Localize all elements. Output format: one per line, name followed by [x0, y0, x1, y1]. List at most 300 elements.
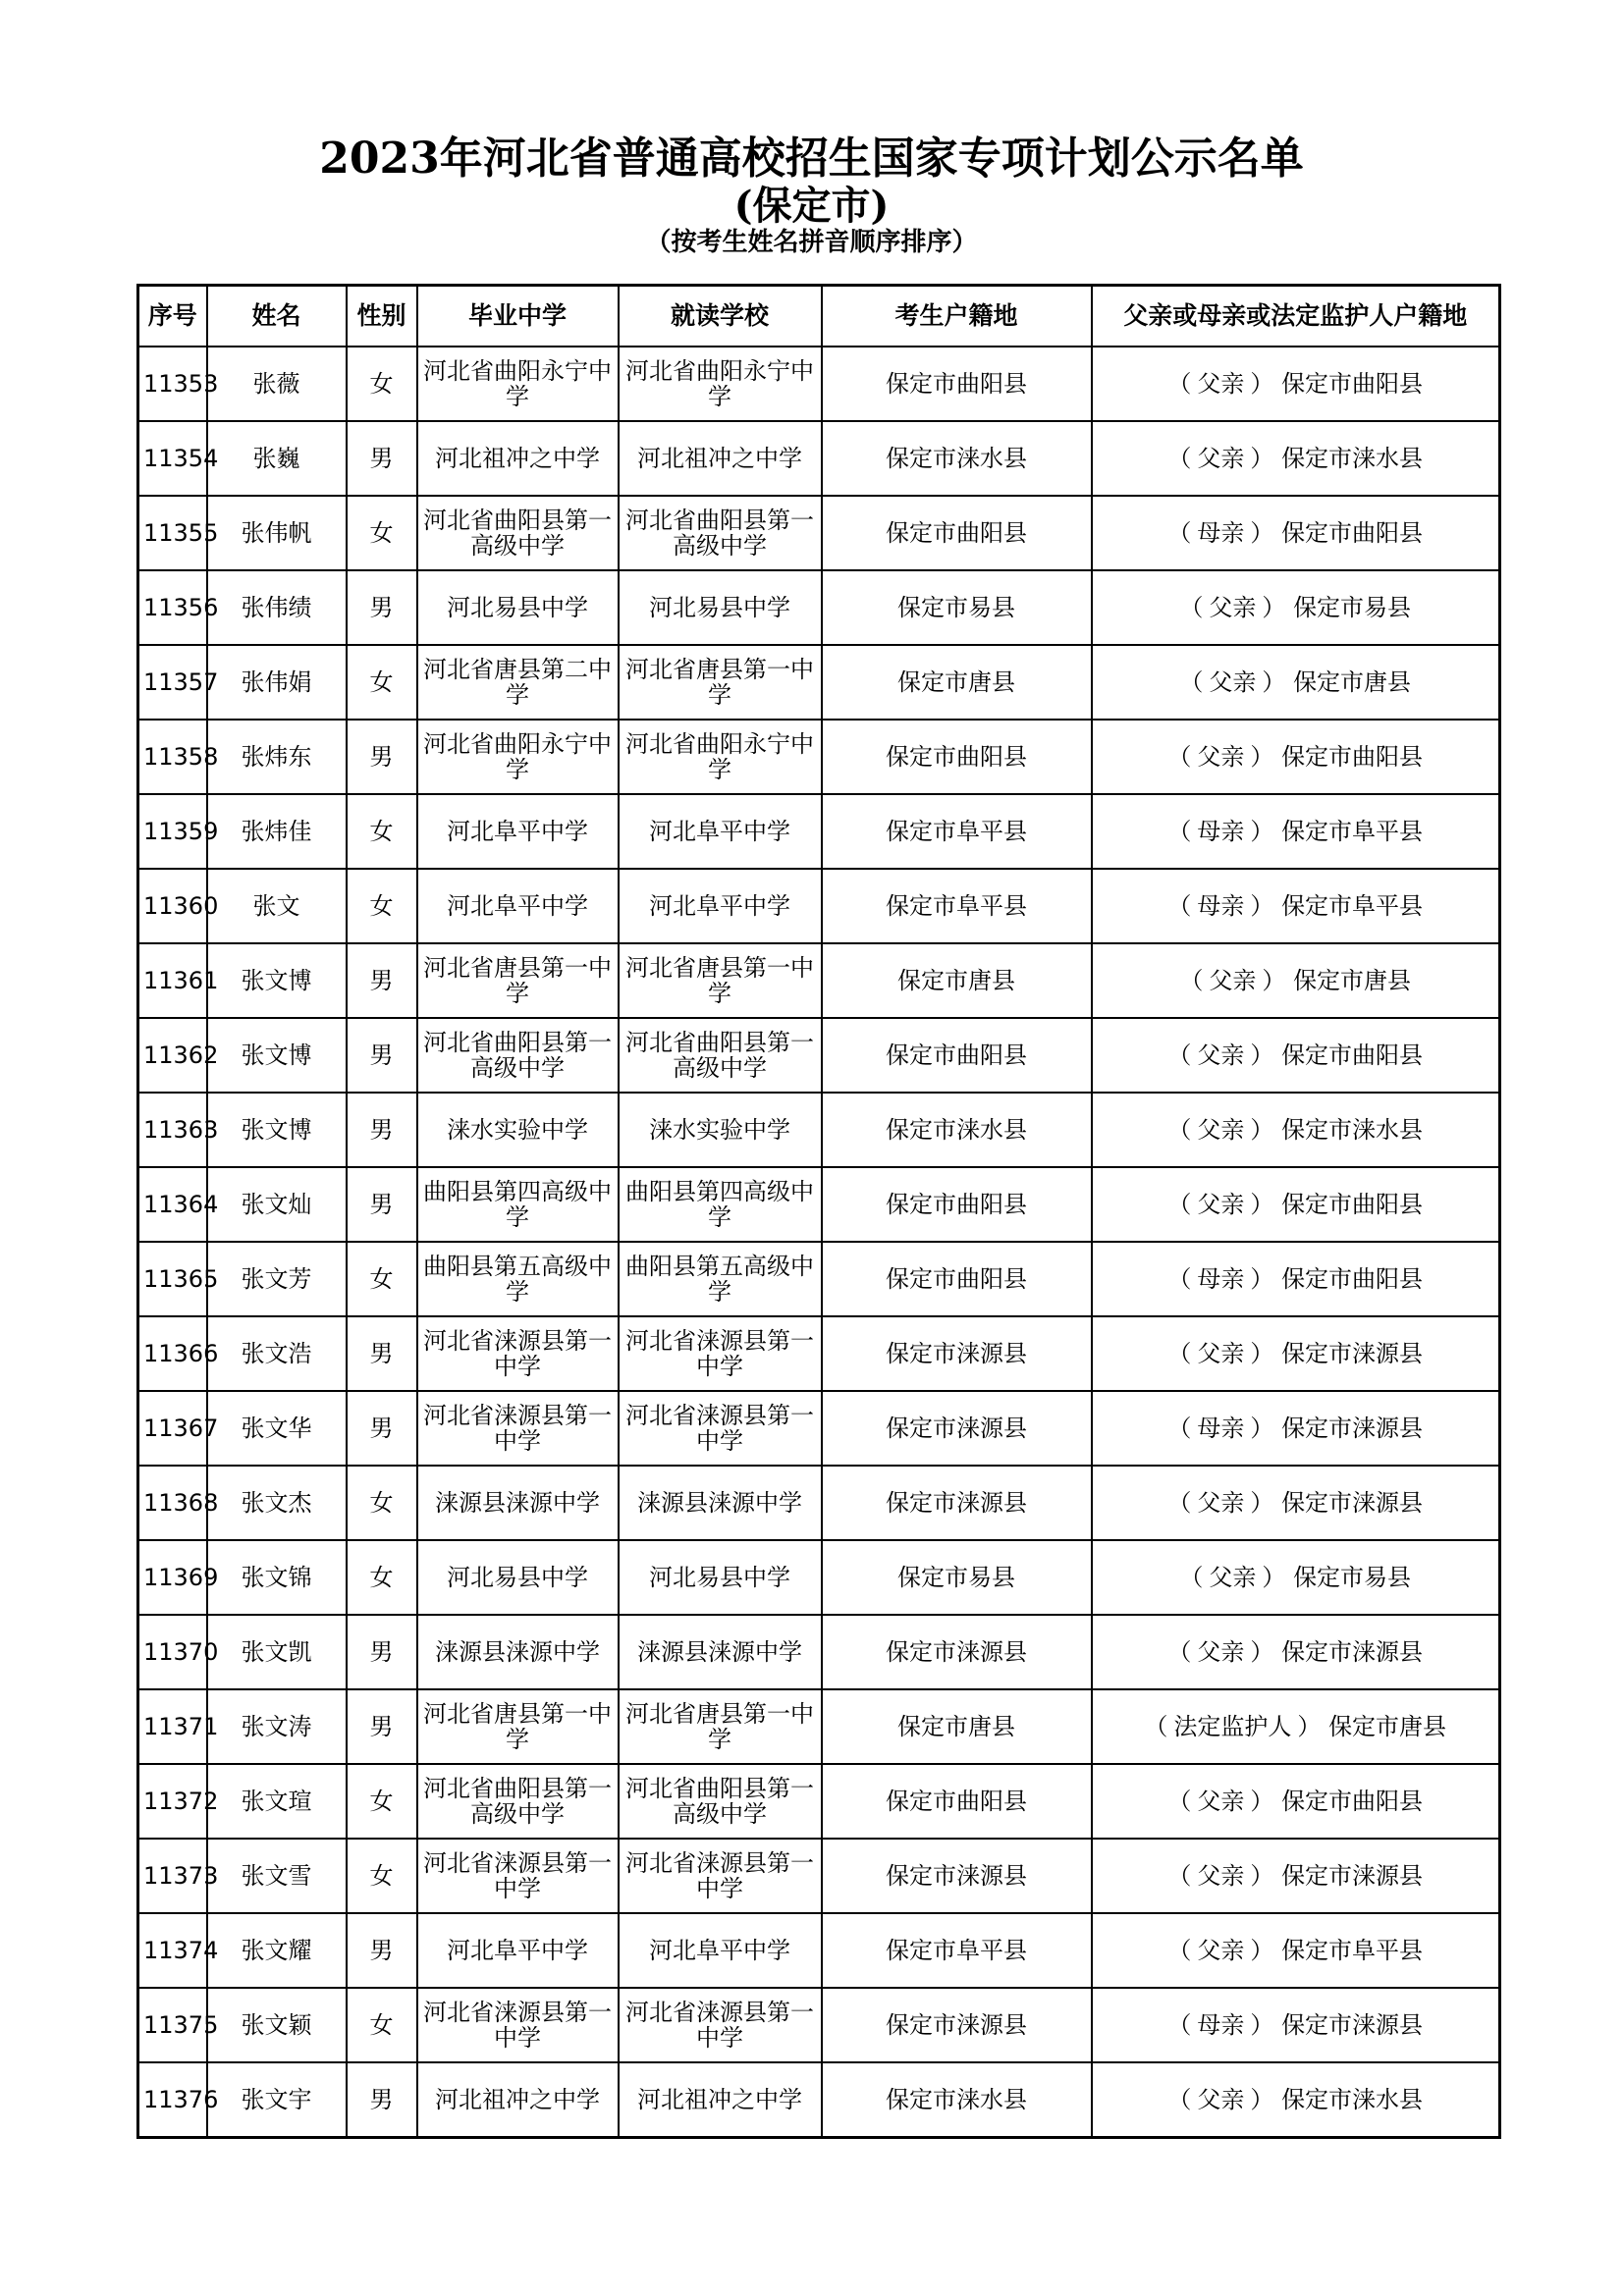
study-school-cell: 河北易县中学 — [619, 1540, 822, 1615]
gender-cell: 男 — [347, 1615, 417, 1689]
paren-open: （ — [1167, 1191, 1192, 1218]
guardian-residence-cell — [1092, 496, 1500, 570]
guardian-relation: 父亲 — [1197, 743, 1245, 771]
name-cell: 张文华 — [207, 1391, 347, 1466]
table-row — [138, 1540, 1500, 1615]
residence-cell: 保定市曲阳县 — [822, 1764, 1092, 1839]
gender-cell: 女 — [347, 496, 417, 570]
paren-close: ） — [1250, 818, 1274, 845]
guardian-residence-cell — [1092, 1167, 1500, 1242]
residence-cell: 保定市易县 — [822, 570, 1092, 645]
study-school-cell: 河北祖冲之中学 — [619, 2062, 822, 2138]
residence-cell: 保定市涞源县 — [822, 1615, 1092, 1689]
residence-cell: 保定市涞源县 — [822, 1466, 1092, 1540]
guardian-residence-cell — [1092, 1018, 1500, 1093]
grad-school-cell: 河北阜平中学 — [417, 794, 619, 869]
guardian-residence-cell — [1092, 1689, 1500, 1764]
gender-cell: 男 — [347, 421, 417, 496]
grad-school-cell: 曲阳县第四高级中学 — [417, 1167, 619, 1242]
guardian-residence-cell — [1092, 1093, 1500, 1167]
residence-cell: 保定市易县 — [822, 1540, 1092, 1615]
guardian-place: 保定市涞水县 — [1281, 445, 1424, 472]
gender-cell: 男 — [347, 720, 417, 794]
residence-cell: 保定市曲阳县 — [822, 347, 1092, 421]
table-row — [138, 720, 1500, 794]
guardian-place: 保定市曲阳县 — [1281, 1788, 1424, 1815]
paren-open: （ — [1167, 1041, 1192, 1069]
paren-open: （ — [1167, 370, 1192, 398]
study-school-cell: 曲阳县第五高级中学 — [619, 1242, 822, 1316]
grad-school-cell: 河北省曲阳县第一高级中学 — [417, 1018, 619, 1093]
name-cell: 张文雪 — [207, 1839, 347, 1913]
page-subtitle-city: (保定市) — [733, 183, 890, 229]
paren-open: （ — [1167, 1116, 1192, 1144]
header-name: 姓名 — [207, 286, 347, 347]
guardian-relation: 父亲 — [1197, 1937, 1245, 1964]
table-row — [138, 1316, 1500, 1391]
paren-close: ） — [1250, 1340, 1274, 1367]
seq-cell: 11375 — [138, 1988, 207, 2062]
gender-cell: 男 — [347, 570, 417, 645]
paren-close: ） — [1250, 1265, 1274, 1293]
grad-school-cell: 河北省涞源县第一中学 — [417, 1839, 619, 1913]
table-row — [138, 1167, 1500, 1242]
grad-school-cell: 涞水实验中学 — [417, 1093, 619, 1167]
guardian-place: 保定市涞源县 — [1281, 1340, 1424, 1367]
paren-open: （ — [1167, 1340, 1192, 1367]
residence-cell: 保定市唐县 — [822, 645, 1092, 720]
name-cell: 张文耀 — [207, 1913, 347, 1988]
paren-close: ） — [1250, 743, 1274, 771]
paren-open: （ — [1167, 1862, 1192, 1890]
gender-cell: 男 — [347, 1689, 417, 1764]
gender-cell: 男 — [347, 943, 417, 1018]
paren-close: ） — [1250, 1415, 1274, 1442]
guardian-place: 保定市易县 — [1293, 594, 1412, 621]
paren-close: ） — [1262, 594, 1286, 621]
guardian-place: 保定市唐县 — [1293, 967, 1412, 994]
guardian-place: 保定市涞水县 — [1281, 2086, 1424, 2113]
header-seq: 序号 — [138, 286, 207, 347]
seq-cell: 11357 — [138, 645, 207, 720]
paren-open: （ — [1167, 1937, 1192, 1964]
guardian-relation: 母亲 — [1197, 519, 1245, 547]
guardian-residence-cell — [1092, 794, 1500, 869]
gender-cell: 男 — [347, 1316, 417, 1391]
name-cell: 张文锦 — [207, 1540, 347, 1615]
study-school-cell: 涞水实验中学 — [619, 1093, 822, 1167]
seq-cell: 11356 — [138, 570, 207, 645]
paren-open: （ — [1167, 2086, 1192, 2113]
residence-cell: 保定市阜平县 — [822, 1913, 1092, 1988]
residence-cell: 保定市曲阳县 — [822, 496, 1092, 570]
guardian-residence-cell — [1092, 645, 1500, 720]
guardian-place: 保定市曲阳县 — [1281, 1265, 1424, 1293]
paren-close: ） — [1250, 892, 1274, 920]
name-cell: 张文灿 — [207, 1167, 347, 1242]
guardian-place: 保定市阜平县 — [1281, 1937, 1424, 1964]
guardian-relation: 父亲 — [1209, 967, 1257, 994]
paren-open: （ — [1167, 445, 1192, 472]
guardian-residence-cell — [1092, 1764, 1500, 1839]
guardian-residence-cell — [1092, 2062, 1500, 2138]
table-row — [138, 2062, 1500, 2138]
study-school-cell: 曲阳县第四高级中学 — [619, 1167, 822, 1242]
guardian-relation: 父亲 — [1209, 1564, 1257, 1591]
residence-cell: 保定市涞源县 — [822, 1839, 1092, 1913]
grad-school-cell: 涞源县涞源中学 — [417, 1615, 619, 1689]
guardian-residence-cell — [1092, 1913, 1500, 1988]
table-row — [138, 421, 1500, 496]
name-cell: 张薇 — [207, 347, 347, 421]
study-school-cell: 河北省曲阳永宁中学 — [619, 347, 822, 421]
paren-close: ） — [1262, 668, 1286, 696]
table-row — [138, 1466, 1500, 1540]
guardian-relation: 母亲 — [1197, 2011, 1245, 2039]
table-row — [138, 1839, 1500, 1913]
study-school-cell: 河北省曲阳县第一高级中学 — [619, 1764, 822, 1839]
table-row — [138, 1242, 1500, 1316]
guardian-residence-cell — [1092, 570, 1500, 645]
guardian-place: 保定市涞源县 — [1281, 1415, 1424, 1442]
grad-school-cell: 河北省曲阳县第一高级中学 — [417, 1764, 619, 1839]
paren-open: （ — [1167, 743, 1192, 771]
guardian-place: 保定市唐县 — [1293, 668, 1412, 696]
table-header — [138, 286, 1500, 347]
paren-open: （ — [1167, 818, 1192, 845]
residence-cell: 保定市涞源县 — [822, 1391, 1092, 1466]
guardian-relation: 父亲 — [1197, 1116, 1245, 1144]
guardian-place: 保定市涞源县 — [1281, 1489, 1424, 1517]
paren-close: ） — [1250, 1638, 1274, 1666]
seq-cell: 11360 — [138, 869, 207, 943]
grad-school-cell: 河北祖冲之中学 — [417, 421, 619, 496]
grad-school-cell: 河北易县中学 — [417, 1540, 619, 1615]
study-school-cell: 河北阜平中学 — [619, 1913, 822, 1988]
guardian-residence-cell — [1092, 1242, 1500, 1316]
table-row — [138, 496, 1500, 570]
page-title: 2023年河北省普通高校招生国家专项计划公示名单 — [319, 133, 1304, 184]
guardian-relation: 父亲 — [1197, 1489, 1245, 1517]
residence-cell: 保定市涞水县 — [822, 2062, 1092, 2138]
paren-open: （ — [1167, 1265, 1192, 1293]
table-row — [138, 1018, 1500, 1093]
seq-cell: 11355 — [138, 496, 207, 570]
seq-cell: 11366 — [138, 1316, 207, 1391]
paren-close: ） — [1250, 1788, 1274, 1815]
header-row — [138, 286, 1500, 347]
study-school-cell: 河北省曲阳县第一高级中学 — [619, 496, 822, 570]
name-cell: 张文颖 — [207, 1988, 347, 2062]
seq-cell: 11368 — [138, 1466, 207, 1540]
name-cell: 张炜佳 — [207, 794, 347, 869]
guardian-residence-cell — [1092, 1540, 1500, 1615]
study-school-cell: 河北祖冲之中学 — [619, 421, 822, 496]
guardian-relation: 父亲 — [1197, 1340, 1245, 1367]
header-gender: 性别 — [347, 286, 417, 347]
gender-cell: 男 — [347, 2062, 417, 2138]
seq-cell: 11374 — [138, 1913, 207, 1988]
guardian-place: 保定市涞源县 — [1281, 2011, 1424, 2039]
header-grad-school: 毕业中学 — [417, 286, 619, 347]
study-school-cell: 河北省涞源县第一中学 — [619, 1839, 822, 1913]
grad-school-cell: 河北省唐县第一中学 — [417, 943, 619, 1018]
header-study-school: 就读学校 — [619, 286, 822, 347]
study-school-cell: 河北省涞源县第一中学 — [619, 1316, 822, 1391]
table-row — [138, 570, 1500, 645]
seq-cell: 11372 — [138, 1764, 207, 1839]
guardian-residence-cell — [1092, 347, 1500, 421]
seq-cell: 11364 — [138, 1167, 207, 1242]
residence-cell: 保定市涞水县 — [822, 421, 1092, 496]
grad-school-cell: 河北祖冲之中学 — [417, 2062, 619, 2138]
guardian-place: 保定市曲阳县 — [1281, 519, 1424, 547]
guardian-place: 保定市阜平县 — [1281, 892, 1424, 920]
seq-cell: 11358 — [138, 720, 207, 794]
guardian-relation: 父亲 — [1197, 1638, 1245, 1666]
paren-open: （ — [1167, 1489, 1192, 1517]
guardian-place: 保定市涞源县 — [1281, 1862, 1424, 1890]
paren-close: ） — [1250, 1937, 1274, 1964]
gender-cell: 女 — [347, 645, 417, 720]
study-school-cell: 涞源县涞源中学 — [619, 1466, 822, 1540]
residence-cell: 保定市唐县 — [822, 943, 1092, 1018]
seq-cell: 11370 — [138, 1615, 207, 1689]
study-school-cell: 河北省唐县第一中学 — [619, 1689, 822, 1764]
paren-open: （ — [1167, 1415, 1192, 1442]
seq-cell: 11353 — [138, 347, 207, 421]
gender-cell: 男 — [347, 1093, 417, 1167]
table-row — [138, 1391, 1500, 1466]
grad-school-cell: 河北省涞源县第一中学 — [417, 1988, 619, 2062]
header-residence: 考生户籍地 — [822, 286, 1092, 347]
guardian-relation: 父亲 — [1197, 370, 1245, 398]
name-cell: 张文 — [207, 869, 347, 943]
name-cell: 张巍 — [207, 421, 347, 496]
study-school-cell: 河北易县中学 — [619, 570, 822, 645]
table-row — [138, 347, 1500, 421]
admission-list-table — [136, 284, 1501, 2139]
gender-cell: 女 — [347, 1839, 417, 1913]
grad-school-cell: 河北省唐县第二中学 — [417, 645, 619, 720]
table-row — [138, 869, 1500, 943]
name-cell: 张伟娟 — [207, 645, 347, 720]
name-cell: 张文宇 — [207, 2062, 347, 2138]
guardian-place: 保定市曲阳县 — [1281, 1191, 1424, 1218]
grad-school-cell: 河北易县中学 — [417, 570, 619, 645]
sort-note: （按考生姓名拼音顺序排序） — [645, 228, 978, 257]
seq-cell: 11371 — [138, 1689, 207, 1764]
guardian-residence-cell — [1092, 869, 1500, 943]
gender-cell: 男 — [347, 1913, 417, 1988]
paren-close: ） — [1250, 1191, 1274, 1218]
guardian-place: 保定市阜平县 — [1281, 818, 1424, 845]
study-school-cell: 涞源县涞源中学 — [619, 1615, 822, 1689]
name-cell: 张文杰 — [207, 1466, 347, 1540]
residence-cell: 保定市曲阳县 — [822, 1018, 1092, 1093]
paren-open: （ — [1179, 594, 1204, 621]
guardian-residence-cell — [1092, 1615, 1500, 1689]
paren-open: （ — [1179, 967, 1204, 994]
gender-cell: 女 — [347, 1540, 417, 1615]
grad-school-cell: 河北省曲阳永宁中学 — [417, 720, 619, 794]
guardian-relation: 父亲 — [1209, 594, 1257, 621]
guardian-place: 保定市曲阳县 — [1281, 743, 1424, 771]
residence-cell: 保定市涞源县 — [822, 1316, 1092, 1391]
grad-school-cell: 河北省唐县第一中学 — [417, 1689, 619, 1764]
guardian-residence-cell — [1092, 1839, 1500, 1913]
table-row — [138, 1615, 1500, 1689]
name-cell: 张文博 — [207, 943, 347, 1018]
grad-school-cell: 涞源县涞源中学 — [417, 1466, 619, 1540]
gender-cell: 女 — [347, 869, 417, 943]
gender-cell: 女 — [347, 1988, 417, 2062]
seq-cell: 11354 — [138, 421, 207, 496]
grad-school-cell: 河北省涞源县第一中学 — [417, 1391, 619, 1466]
table-row — [138, 1689, 1500, 1764]
grad-school-cell: 曲阳县第五高级中学 — [417, 1242, 619, 1316]
paren-close: ） — [1250, 519, 1274, 547]
grad-school-cell: 河北省曲阳永宁中学 — [417, 347, 619, 421]
guardian-relation: 父亲 — [1197, 1788, 1245, 1815]
paren-close: ） — [1250, 1041, 1274, 1069]
guardian-place: 保定市曲阳县 — [1281, 1041, 1424, 1069]
residence-cell: 保定市曲阳县 — [822, 1242, 1092, 1316]
paren-close: ） — [1250, 1116, 1274, 1144]
study-school-cell: 河北省涞源县第一中学 — [619, 1391, 822, 1466]
residence-cell: 保定市涞水县 — [822, 1093, 1092, 1167]
guardian-residence-cell — [1092, 1988, 1500, 2062]
name-cell: 张伟帆 — [207, 496, 347, 570]
paren-close: ） — [1250, 2086, 1274, 2113]
guardian-relation: 父亲 — [1197, 2086, 1245, 2113]
seq-cell: 11369 — [138, 1540, 207, 1615]
table-row — [138, 645, 1500, 720]
guardian-place: 保定市涞源县 — [1281, 1638, 1424, 1666]
name-cell: 张文博 — [207, 1018, 347, 1093]
paren-open: （ — [1167, 1638, 1192, 1666]
name-cell: 张文瑄 — [207, 1764, 347, 1839]
study-school-cell: 河北省唐县第一中学 — [619, 645, 822, 720]
guardian-residence-cell — [1092, 1391, 1500, 1466]
table-row — [138, 1093, 1500, 1167]
grad-school-cell: 河北省曲阳县第一高级中学 — [417, 496, 619, 570]
residence-cell: 保定市阜平县 — [822, 869, 1092, 943]
residence-cell: 保定市涞源县 — [822, 1988, 1092, 2062]
paren-close: ） — [1250, 2011, 1274, 2039]
table-row — [138, 943, 1500, 1018]
seq-cell: 11359 — [138, 794, 207, 869]
seq-cell: 11365 — [138, 1242, 207, 1316]
guardian-place: 保定市易县 — [1293, 1564, 1412, 1591]
guardian-relation: 法定监护人 — [1173, 1713, 1292, 1740]
study-school-cell: 河北省涞源县第一中学 — [619, 1988, 822, 2062]
gender-cell: 女 — [347, 1764, 417, 1839]
study-school-cell: 河北省曲阳县第一高级中学 — [619, 1018, 822, 1093]
name-cell: 张伟绩 — [207, 570, 347, 645]
residence-cell: 保定市曲阳县 — [822, 1167, 1092, 1242]
seq-cell: 11362 — [138, 1018, 207, 1093]
residence-cell: 保定市阜平县 — [822, 794, 1092, 869]
paren-close: ） — [1297, 1713, 1322, 1740]
gender-cell: 男 — [347, 1167, 417, 1242]
paren-close: ） — [1250, 370, 1274, 398]
grad-school-cell: 河北阜平中学 — [417, 1913, 619, 1988]
guardian-relation: 母亲 — [1197, 892, 1245, 920]
table-row — [138, 794, 1500, 869]
gender-cell: 女 — [347, 794, 417, 869]
name-cell: 张文涛 — [207, 1689, 347, 1764]
paren-close: ） — [1262, 967, 1286, 994]
name-cell: 张文芳 — [207, 1242, 347, 1316]
paren-open: （ — [1179, 668, 1204, 696]
paren-close: ） — [1250, 1489, 1274, 1517]
study-school-cell: 河北阜平中学 — [619, 794, 822, 869]
name-cell: 张文博 — [207, 1093, 347, 1167]
name-cell: 张文凯 — [207, 1615, 347, 1689]
guardian-relation: 母亲 — [1197, 1415, 1245, 1442]
study-school-cell: 河北省唐县第一中学 — [619, 943, 822, 1018]
guardian-relation: 父亲 — [1197, 1041, 1245, 1069]
guardian-place: 保定市曲阳县 — [1281, 370, 1424, 398]
guardian-place: 保定市涞水县 — [1281, 1116, 1424, 1144]
guardian-residence-cell — [1092, 720, 1500, 794]
paren-close: ） — [1262, 1564, 1286, 1591]
guardian-relation: 父亲 — [1197, 445, 1245, 472]
header-guardian-residence: 父亲或母亲或法定监护人户籍地 — [1092, 286, 1500, 347]
residence-cell: 保定市唐县 — [822, 1689, 1092, 1764]
guardian-residence-cell — [1092, 1466, 1500, 1540]
gender-cell: 男 — [347, 1391, 417, 1466]
seq-cell: 11373 — [138, 1839, 207, 1913]
study-school-cell: 河北阜平中学 — [619, 869, 822, 943]
seq-cell: 11376 — [138, 2062, 207, 2138]
table-row — [138, 1764, 1500, 1839]
seq-cell: 11367 — [138, 1391, 207, 1466]
paren-open: （ — [1179, 1564, 1204, 1591]
paren-close: ） — [1250, 1862, 1274, 1890]
guardian-relation: 母亲 — [1197, 818, 1245, 845]
grad-school-cell: 河北阜平中学 — [417, 869, 619, 943]
paren-close: ） — [1250, 445, 1274, 472]
seq-cell: 11361 — [138, 943, 207, 1018]
table-row — [138, 1913, 1500, 1988]
seq-cell: 11363 — [138, 1093, 207, 1167]
grad-school-cell: 河北省涞源县第一中学 — [417, 1316, 619, 1391]
gender-cell: 男 — [347, 1018, 417, 1093]
paren-open: （ — [1144, 1713, 1168, 1740]
guardian-place: 保定市唐县 — [1328, 1713, 1447, 1740]
paren-open: （ — [1167, 2011, 1192, 2039]
study-school-cell: 河北省曲阳永宁中学 — [619, 720, 822, 794]
table-row — [138, 1988, 1500, 2062]
name-cell: 张文浩 — [207, 1316, 347, 1391]
name-cell: 张炜东 — [207, 720, 347, 794]
guardian-relation: 父亲 — [1209, 668, 1257, 696]
guardian-residence-cell — [1092, 421, 1500, 496]
guardian-relation: 父亲 — [1197, 1191, 1245, 1218]
paren-open: （ — [1167, 519, 1192, 547]
residence-cell: 保定市曲阳县 — [822, 720, 1092, 794]
guardian-relation: 母亲 — [1197, 1265, 1245, 1293]
paren-open: （ — [1167, 1788, 1192, 1815]
guardian-residence-cell — [1092, 1316, 1500, 1391]
guardian-residence-cell — [1092, 943, 1500, 1018]
gender-cell: 女 — [347, 1466, 417, 1540]
gender-cell: 女 — [347, 1242, 417, 1316]
guardian-relation: 父亲 — [1197, 1862, 1245, 1890]
paren-open: （ — [1167, 892, 1192, 920]
